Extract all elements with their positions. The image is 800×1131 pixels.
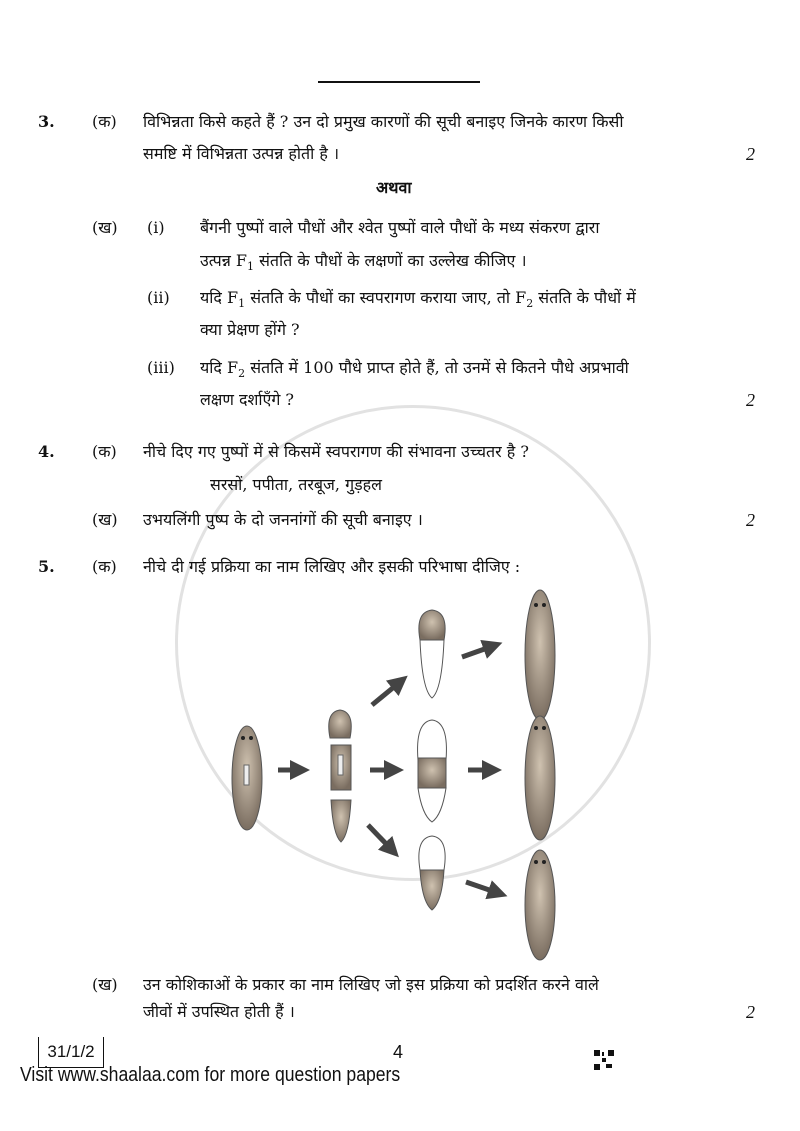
regenerating-tail xyxy=(419,836,445,910)
q4-a-text: नीचे दिए गए पुष्पों में से किसमें स्वपरागण की संभावना उच्चतर है ? xyxy=(143,442,529,461)
cut-pieces xyxy=(329,710,352,842)
q5-marks: 2 xyxy=(746,1002,755,1022)
q4-a-options: सरसों, पपीता, तरबूज, गुड़हल xyxy=(210,475,383,494)
q5-a-label: (क) xyxy=(92,557,117,576)
paper-code: 31/1/2 xyxy=(38,1037,104,1068)
q3-a-line2: समष्टि में विभिन्नता उत्पन्न होती है । xyxy=(143,144,340,163)
regenerating-head xyxy=(419,610,445,698)
or-label: अथवा xyxy=(376,178,412,197)
regenerated-planaria xyxy=(525,590,555,960)
arrow-icon xyxy=(372,682,400,705)
q3-i-label: (i) xyxy=(147,218,165,237)
q4-b-label: (ख) xyxy=(92,510,118,529)
q3-ii-label: (ii) xyxy=(147,288,170,307)
q3-i-line2: उत्पन्न $F_1$ संतति के पौधों के लक्षणों का उल्लेख कीजिए । xyxy=(200,251,527,274)
q4-marks: 2 xyxy=(746,510,755,530)
q3-b-label: (ख) xyxy=(92,218,118,237)
q3-a-line1: विभिन्नता किसे कहते हैं ? उन दो प्रमुख कारणों की सूची बनाइए जिनके कारण किसी xyxy=(143,112,624,131)
q3-iii-line1: यदि $F_2$ संतति में 100 पौधे प्राप्त होते हैं, तो उनमें से कितने पौधे अप्रभावी xyxy=(200,358,629,381)
q3-number: 3. xyxy=(38,112,55,131)
q3-b-marks: 2 xyxy=(746,390,755,410)
q4-number: 4. xyxy=(38,442,55,461)
q5-b-label: (ख) xyxy=(92,975,118,994)
q4-b-text: उभयलिंगी पुष्प के दो जननांगों की सूची बनाइए । xyxy=(143,510,423,529)
regenerating-middle xyxy=(418,720,447,822)
q5-b-line1: उन कोशिकाओं के प्रकार का नाम लिखिए जो इस प्रक्रिया को प्रदर्शित करने वाले xyxy=(143,975,599,994)
q3-a-marks: 2 xyxy=(746,144,755,164)
q4-a-label: (क) xyxy=(92,442,117,461)
qr-code-icon xyxy=(594,1050,614,1072)
q3-a-label: (क) xyxy=(92,112,117,131)
q3-ii-line1: यदि $F_1$ संतति के पौधों का स्वपरागण कराया जाए, तो $F_2$ संतति के पौधों में xyxy=(200,288,636,311)
q3-iii-line2: लक्षण दर्शाएँगे ? xyxy=(200,390,295,409)
original-planaria xyxy=(232,726,262,830)
q3-iii-label: (iii) xyxy=(147,358,175,377)
q5-a-text: नीचे दी गई प्रक्रिया का नाम लिखिए और इसकी परिभाषा दीजिए : xyxy=(143,557,521,576)
q3-i-line1: बैंगनी पुष्पों वाले पौधों और श्वेत पुष्पों वाले पौधों के मध्य संकरण द्वारा xyxy=(200,218,600,237)
arrow-icon xyxy=(466,882,498,893)
arrow-icon xyxy=(462,646,493,657)
q5-b-line2: जीवों में उपस्थित होती हैं । xyxy=(143,1002,295,1021)
q5-number: 5. xyxy=(38,557,55,576)
q3-ii-line2: क्या प्रेक्षण होंगे ? xyxy=(200,320,300,339)
arrow-icon xyxy=(368,825,392,850)
visit-footer-link[interactable]: Visit www.shaalaa.com for more question papers xyxy=(20,1064,401,1086)
page-number: 4 xyxy=(393,1042,404,1062)
